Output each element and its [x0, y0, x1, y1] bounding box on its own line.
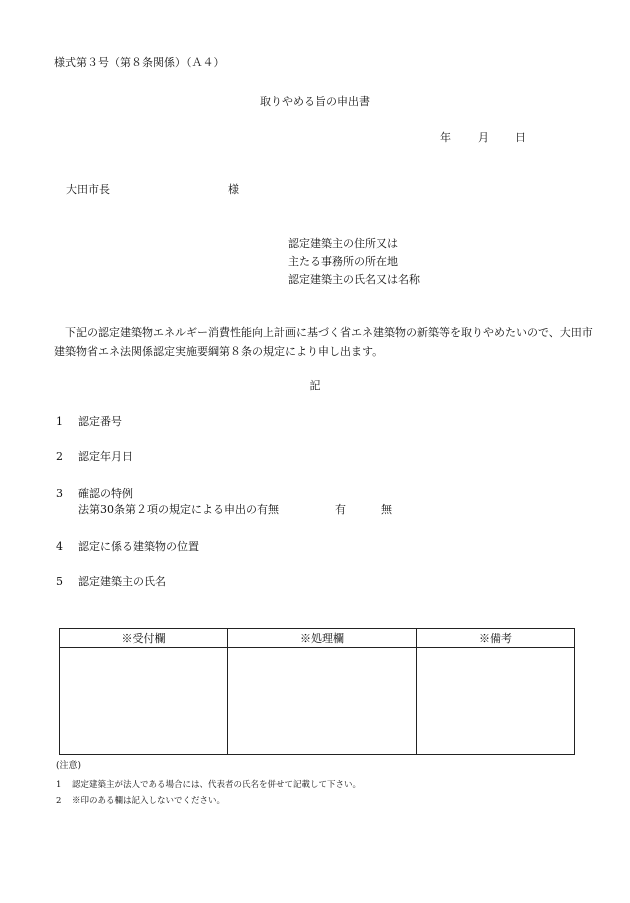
ki-heading: 記 [309, 379, 321, 392]
note-number: 2 [56, 796, 62, 806]
body-text: 下記の認定建築物エネルギー消費性能向上計画に基づく省エネ建築物の新築等を取りやめたいので、大田市建築物省エネ法関係認定実施要綱第８条の規定により申し出ます。 [54, 326, 593, 358]
item-number: 5 [56, 575, 63, 588]
item-special-case: 確認の特例 [78, 487, 133, 500]
office-use-table [59, 628, 575, 755]
addressee-name: 大田市長 [66, 183, 110, 196]
form-number: 様式第３号（第８条関係）（Ａ４） [54, 56, 225, 69]
item-number: 3 [56, 487, 63, 500]
processing-cell[interactable] [228, 648, 417, 755]
item-certification-number: 認定番号 [78, 415, 122, 428]
applicant-office-label: 主たる事務所の所在地 [288, 255, 398, 268]
item-number: 2 [56, 450, 63, 463]
remarks-column-header: ※備考 [417, 629, 575, 648]
remarks-cell[interactable] [417, 648, 575, 755]
item-number: 4 [56, 540, 63, 553]
reception-column-header: ※受付欄 [60, 629, 228, 648]
reception-cell[interactable] [60, 648, 228, 755]
item-owner-name: 認定建築主の氏名 [78, 575, 166, 588]
date-day-label: 日 [515, 131, 526, 144]
applicant-name-label: 認定建築主の氏名又は名称 [288, 273, 420, 286]
date-year-label: 年 [440, 131, 451, 144]
addressee-suffix: 様 [228, 183, 239, 196]
document-title: 取りやめる旨の申出書 [260, 95, 370, 108]
applicant-address-label: 認定建築主の住所又は [288, 237, 398, 250]
date-month-label: 月 [478, 131, 489, 144]
item-number: 1 [56, 415, 63, 428]
note-text: ※印のある欄は記入しないでください。 [72, 796, 226, 806]
special-case-yes-option[interactable]: 有 [335, 503, 346, 516]
item-building-location: 認定に係る建築物の位置 [78, 540, 199, 553]
special-case-no-option[interactable]: 無 [381, 503, 392, 516]
note-text: 認定建築主が法人である場合には、代表者の氏名を併せて記載して下さい。 [72, 780, 362, 790]
processing-column-header: ※処理欄 [228, 629, 417, 648]
item-certification-date: 認定年月日 [78, 450, 133, 463]
notes-heading: (注意) [56, 761, 82, 771]
note-number: 1 [56, 780, 62, 790]
special-case-question: 法第30条第２項の規定による申出の有無 [78, 503, 279, 516]
